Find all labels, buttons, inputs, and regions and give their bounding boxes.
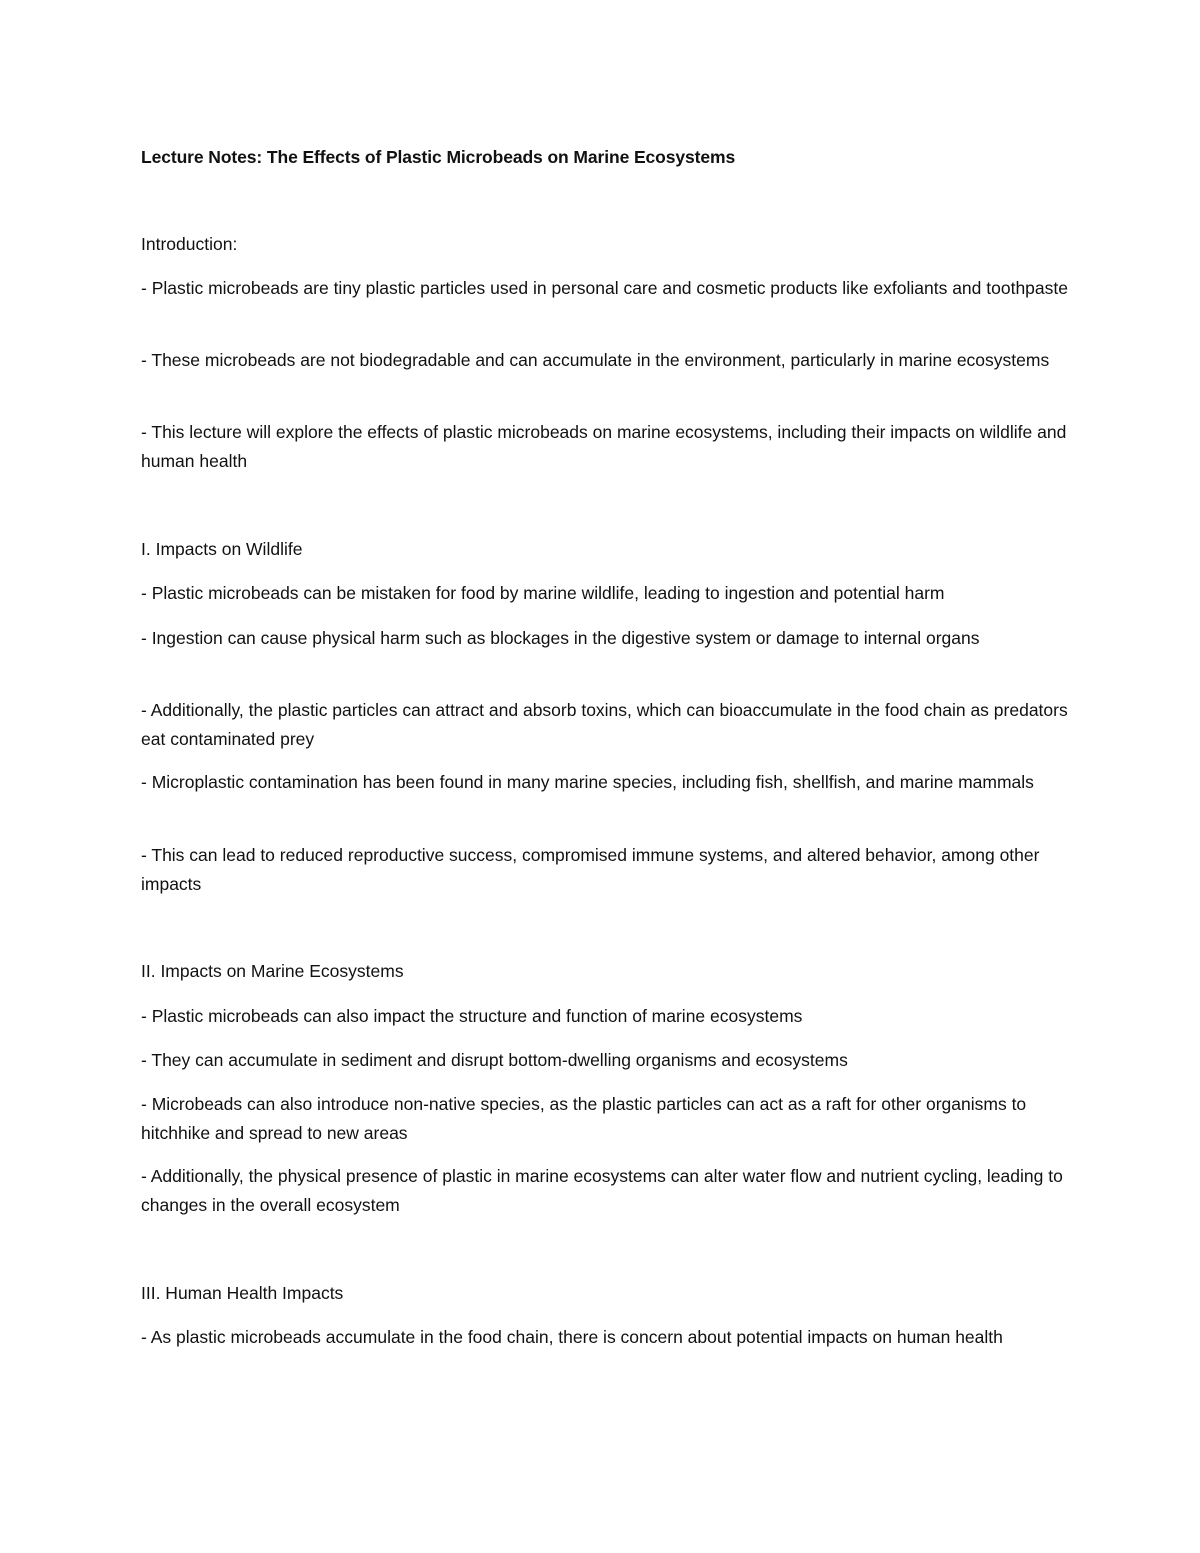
section-3-heading: III. Human Health Impacts [141,1283,344,1303]
section-3-bullet-1: - As plastic microbeads accumulate in the food chain, there is concern about potential impacts on human health [141,1327,1003,1347]
intro-bullet-1: - Plastic microbeads are tiny plastic particles used in personal care and cosmetic products like exfoliants and toothpaste [141,278,1068,298]
introduction-heading: Introduction: [141,234,238,254]
section-1-bullet-4: - Microplastic contamination has been found in many marine species, including fish, shellfish, and marine mammals [141,772,1034,792]
section-1-bullet-5: - This can lead to reduced reproductive success, compromised immune systems, and altered behavior, among other impacts [141,845,1040,894]
section-2-bullet-1: - Plastic microbeads can also impact the structure and function of marine ecosystems [141,1006,803,1026]
section-1-heading: I. Impacts on Wildlife [141,539,303,559]
section-2-bullet-2: - They can accumulate in sediment and disrupt bottom-dwelling organisms and ecosystems [141,1050,848,1070]
section-1-bullet-2: - Ingestion can cause physical harm such as blockages in the digestive system or damage to internal organs [141,628,980,648]
intro-bullet-2: - These microbeads are not biodegradable and can accumulate in the environment, particularly in marine ecosystems [141,350,1050,370]
page-title: Lecture Notes: The Effects of Plastic Microbeads on Marine Ecosystems [141,147,736,167]
section-2-heading: II. Impacts on Marine Ecosystems [141,961,404,981]
section-1-bullet-1: - Plastic microbeads can be mistaken for food by marine wildlife, leading to ingestion and potential harm [141,583,945,603]
section-2-bullet-4: - Additionally, the physical presence of plastic in marine ecosystems can alter water flow and nutrient cycling, leading to changes in the overall ecosystem [141,1166,1063,1215]
intro-bullet-3: - This lecture will explore the effects of plastic microbeads on marine ecosystems, including their impacts on wildlife and human health [141,422,1067,471]
section-1-bullet-3: - Additionally, the plastic particles can attract and absorb toxins, which can bioaccumulate in the food chain as predators eat contaminated prey [141,700,1068,749]
section-2-bullet-3: - Microbeads can also introduce non-native species, as the plastic particles can act as a raft for other organisms to hitchhike and spread to new areas [141,1094,1027,1143]
